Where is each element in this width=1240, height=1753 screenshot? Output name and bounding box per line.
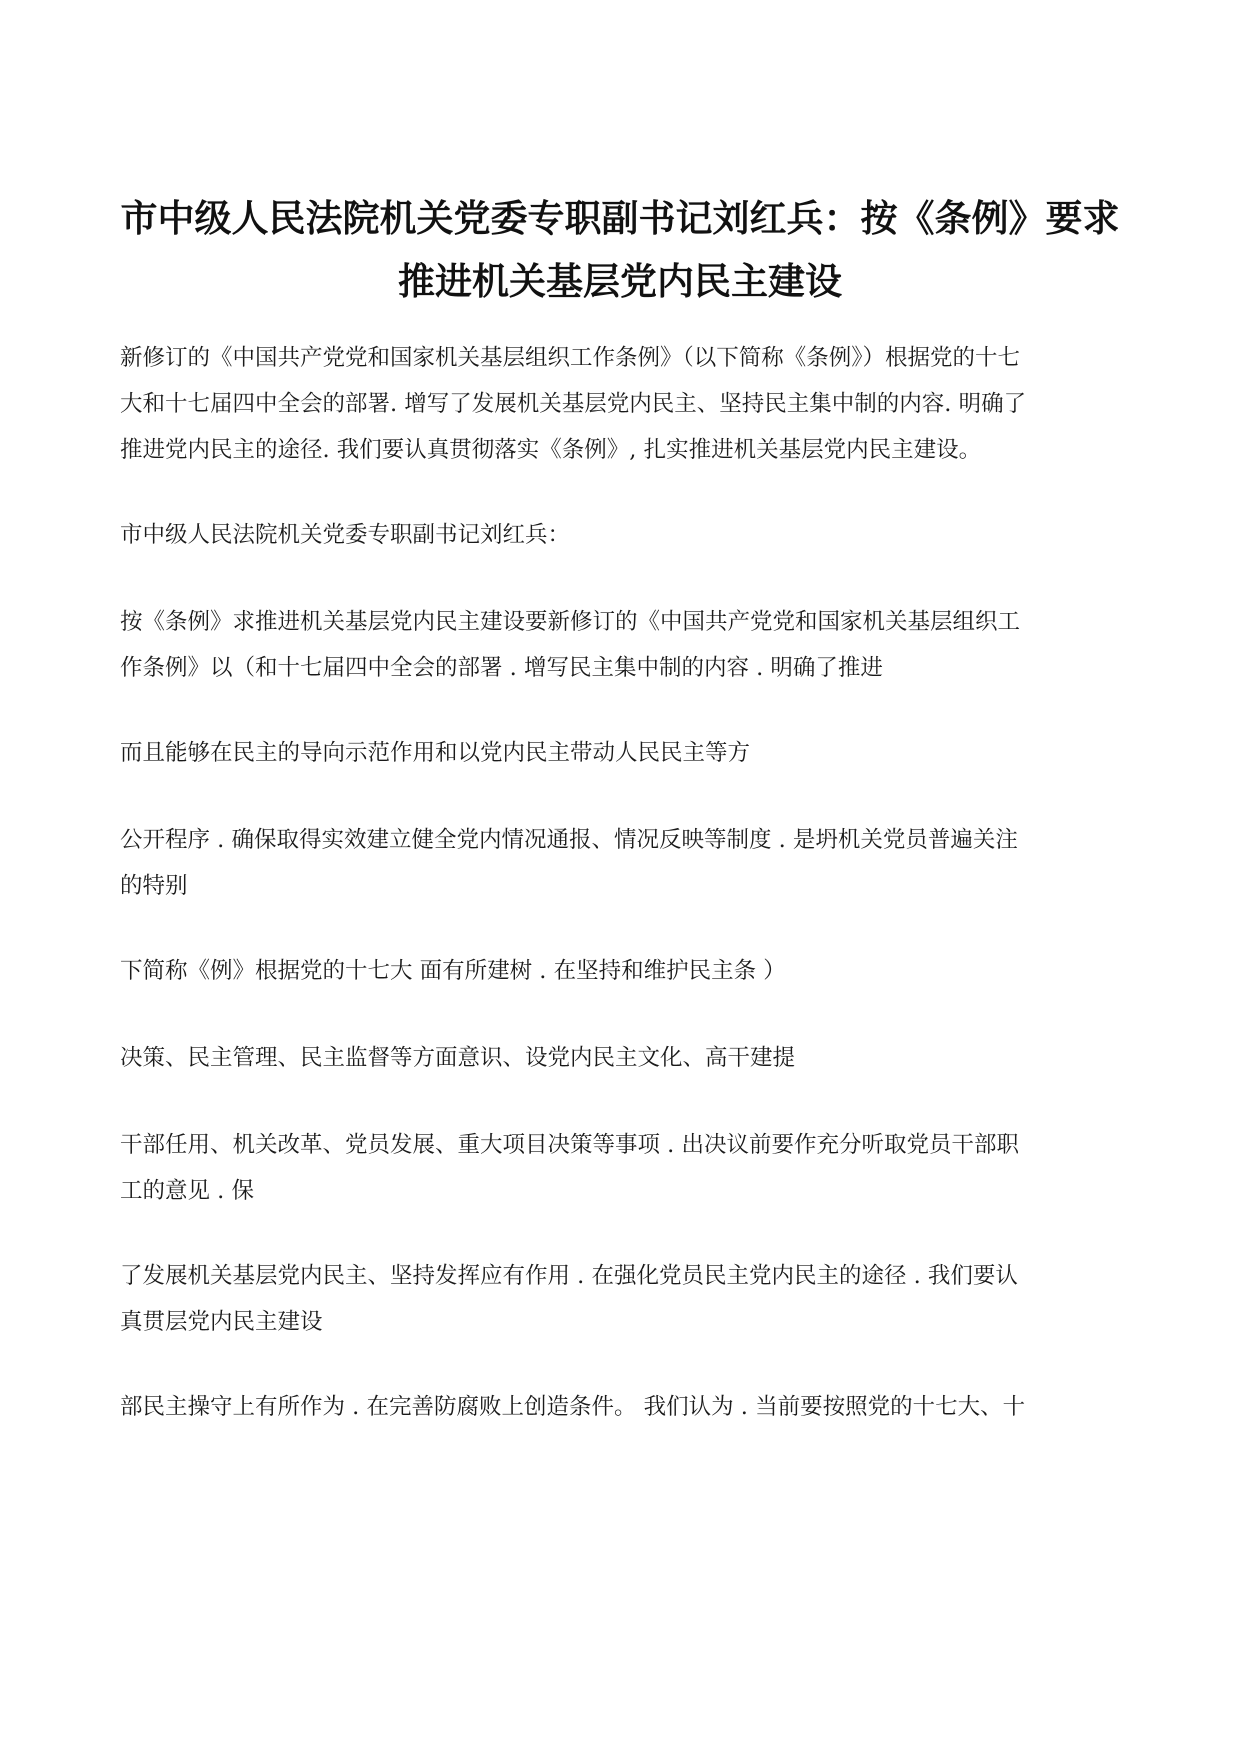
paragraph-speaker — [120, 512, 1125, 558]
text-line: 作条例》以（和十七届四中全会的部署 . 增写民主集中制的内容 . 明确了推进 — [120, 655, 883, 681]
text-line: 而且能够在民主的导向示范作用和以党内民主带动人民民主等方 — [120, 740, 751, 766]
text-line: 决策、民主管理、民主监督等方面意识、设党内民主文化、高干建提 — [120, 1045, 796, 1071]
text-line: 公开程序 . 确保取得实效建立健全党内情况通报、情况反映等制度 . 是坍机关党员普遍关注 — [120, 827, 1018, 853]
text-line: 了发展机关基层党内民主、坚持发挥应有作用 . 在强化党员民主党内民主的途径 . 我们要认 — [120, 1263, 1018, 1289]
text-line: 的特别 — [120, 873, 188, 899]
document-title-line-1: 市中级人民法院机关党委专职副书记刘红兵：按《条例》要求 — [120, 196, 1120, 240]
document-title-line-2: 推进机关基层党内民主建设 — [398, 259, 842, 303]
text-line: 工的意见 . 保 — [120, 1178, 254, 1204]
text-line: 市中级人民法院机关党委专职副书记刘红兵： — [120, 522, 571, 548]
text-line: 大和十七届四中全会的部署. 增写了发展机关基层党内民主、坚持民主集中制的内容. 明确了 — [120, 391, 1027, 417]
text-line: 部民主操守上有所作为 . 在完善防腐败上创造条件。 我们认为 . 当前要按照党的十七大、十 — [120, 1394, 1026, 1420]
paragraph — [120, 599, 1125, 691]
paragraph — [120, 948, 1125, 994]
text-line: 下简称《例》根据党的十七大 面有所建树 . 在坚持和维护民主条 ） — [120, 958, 786, 984]
paragraph — [120, 1384, 1125, 1430]
text-line: 新修订的《中国共产党党和国家机关基层组织工作条例》（以下简称《条例》）根据党的十七 — [120, 345, 1021, 371]
paragraph — [120, 817, 1125, 909]
text-line: 推进党内民主的途径. 我们要认真贯彻落实《条例》, 扎实推进机关基层党内民主建设。 — [120, 437, 982, 463]
paragraph — [120, 1122, 1125, 1214]
text-line: 按《条例》求推进机关基层党内民主建设要新修订的《中国共产党党和国家机关基层组织工 — [120, 609, 1021, 635]
paragraph — [120, 730, 1125, 776]
paragraph — [120, 1253, 1125, 1345]
paragraph — [120, 1035, 1125, 1081]
text-line: 真贯层党内民主建设 — [120, 1309, 323, 1335]
text-line: 干部任用、机关改革、党员发展、重大项目决策等事项 . 出决议前要作充分听取党员干部职 — [120, 1132, 1019, 1158]
paragraph-intro — [120, 335, 1125, 473]
